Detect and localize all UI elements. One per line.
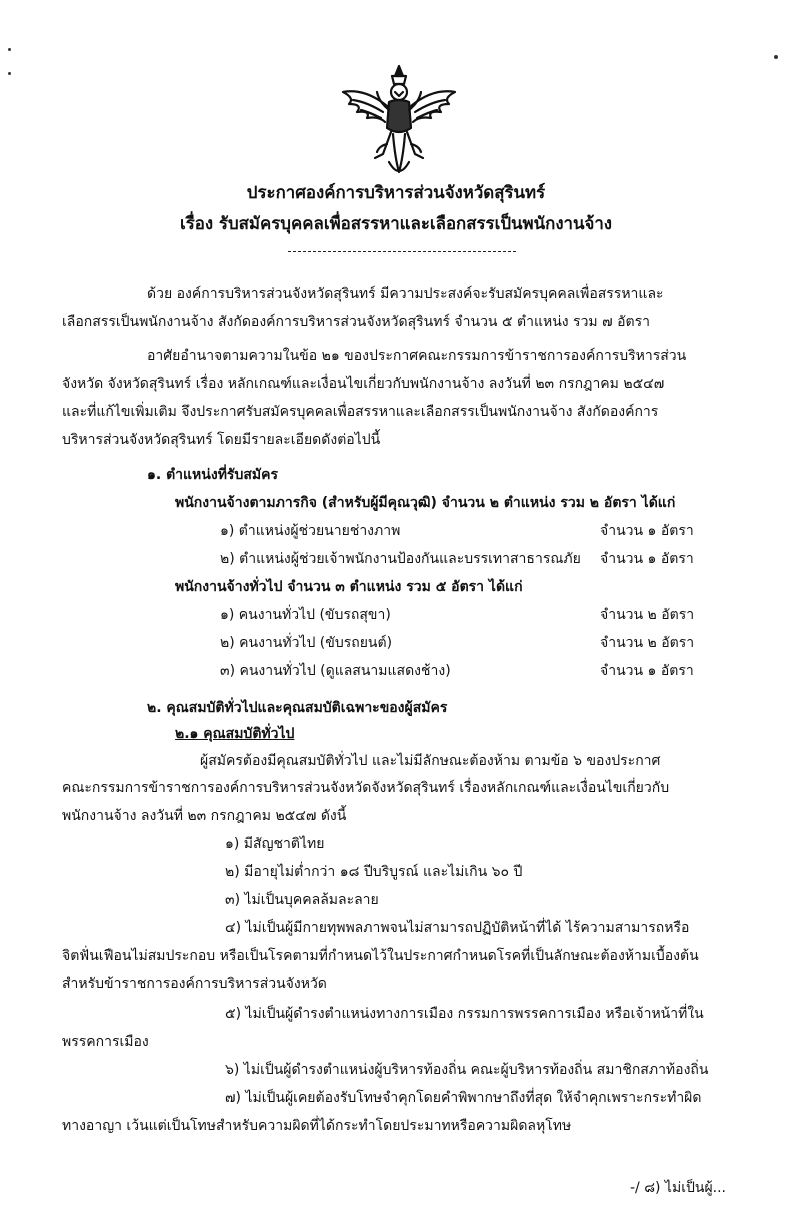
qualification-item-4-line-3: สำหรับข้าราชการองค์การบริหารส่วนจังหวัด (62, 976, 327, 992)
position-group-general: พนักงานจ้างทั่วไป จำนวน ๓ ตำแหน่ง รวม ๕ อัตรา ได้แก่ (175, 579, 523, 595)
scan-speck (774, 55, 778, 59)
page-continuation: -/ ๘) ไม่เป็นผู้... (630, 1180, 726, 1196)
qualification-item-3: ๓) ไม่เป็นบุคคลล้มละลาย (225, 892, 379, 908)
qualification-item-1: ๑) มีสัญชาติไทย (225, 836, 325, 852)
position-item-count: จำนวน ๒ อัตรา (600, 607, 695, 623)
intro-paragraph-2-line-2: จังหวัด จังหวัดสุรินทร์ เรื่อง หลักเกณฑ์และเงื่อนไขเกี่ยวกับพนักงานจ้าง ลงวันที่ ๒๓ กรกฎาคม ๒๕๔๗ (62, 376, 665, 392)
section-1-heading: ๑. ตำแหน่งที่รับสมัคร (147, 467, 278, 483)
document-subject: เรื่อง รับสมัครบุคคลเพื่อสรรหาและเลือกสรรเป็นพนักงานจ้าง (179, 214, 613, 234)
qualification-paragraph-line-3: พนักงานจ้าง ลงวันที่ ๒๓ กรกฎาคม ๒๕๔๗ ดังนี้ (62, 808, 347, 824)
qualification-item-4-line-1: ๔) ไม่เป็นผู้มีกายทุพพลภาพจนไม่สามารถปฏิบัติหน้าที่ได้ ไร้ความสามารถหรือ (225, 920, 690, 936)
qualification-item-7-line-2: ทางอาญา เว้นแต่เป็นโทษสำหรับความผิดที่ได้กระทำโดยประมาทหรือความผิดลหุโทษ (62, 1118, 572, 1134)
qualification-item-6: ๖) ไม่เป็นผู้ดำรงตำแหน่งผู้บริหารท้องถิ่น คณะผู้บริหารท้องถิ่น สมาชิกสภาท้องถิ่น (225, 1062, 709, 1078)
qualification-paragraph-line-1: ผู้สมัครต้องมีคุณสมบัติทั่วไป และไม่มีลักษณะต้องห้าม ตามข้อ ๖ ของประกาศ (200, 753, 661, 769)
qualification-paragraph-line-2: คณะกรรมการข้าราชการองค์การบริหารส่วนจังหวัดจังหวัดสุรินทร์ เรื่องหลักเกณฑ์และเงื่อนไขเกี่ยวกับ (62, 780, 670, 796)
intro-paragraph-1-line-2: เลือกสรรเป็นพนักงานจ้าง สังกัดองค์การบริหารส่วนจังหวัดสุรินทร์ จำนวน ๕ ตำแหน่ง รวม ๗ อัตรา (62, 314, 650, 330)
intro-paragraph-2-line-1: อาศัยอำนาจตามความในข้อ ๒๑ ของประกาศคณะกรรมการข้าราชการองค์การบริหารส่วน (147, 348, 687, 364)
qualification-item-2: ๒) มีอายุไม่ต่ำกว่า ๑๘ ปีบริบูรณ์ และไม่เกิน ๖๐ ปี (225, 864, 523, 880)
position-group-mission: พนักงานจ้างตามภารกิจ (สำหรับผู้มีคุณวุฒิ) จำนวน ๒ ตำแหน่ง รวม ๒ อัตรา ได้แก่ (175, 495, 676, 511)
document-title: ประกาศองค์การบริหารส่วนจังหวัดสุรินทร์ (246, 183, 546, 203)
intro-paragraph-2-line-3: และที่แก้ไขเพิ่มเติม จึงประกาศรับสมัครบุคคลเพื่อสรรหาและเลือกสรรเป็นพนักงานจ้าง สังกัดองค์การ (62, 404, 659, 420)
position-item-count: จำนวน ๑ อัตรา (600, 551, 694, 567)
position-item-name: ๓) คนงานทั่วไป (ดูแลสนามแสดงช้าง) (220, 663, 451, 679)
position-item-name: ๒) ตำแหน่งผู้ช่วยเจ้าพนักงานป้องกันและบรรเทาสาธารณภัย (220, 551, 581, 567)
position-item-count: จำนวน ๑ อัตรา (600, 523, 694, 539)
position-item-name: ๑) คนงานทั่วไป (ขับรถสุขา) (220, 607, 391, 623)
intro-paragraph-1-line-1: ด้วย องค์การบริหารส่วนจังหวัดสุรินทร์ มีความประสงค์จะรับสมัครบุคคลเพื่อสรรหาและ (147, 286, 664, 302)
scan-speck (8, 48, 11, 51)
qualification-item-5-line-2: พรรคการเมือง (62, 1034, 149, 1050)
qualification-item-5-line-1: ๕) ไม่เป็นผู้ดำรงตำแหน่งทางการเมือง กรรมการพรรคการเมือง หรือเจ้าหน้าที่ใน (225, 1006, 704, 1022)
title-separator (288, 251, 516, 252)
scan-speck (8, 72, 11, 75)
qualification-item-4-line-2: จิตฟั่นเฟือนไม่สมประกอบ หรือเป็นโรคตามที่กำหนดไว้ในประกาศกำหนดโรคที่เป็นลักษณะต้องห้ามเบื้องต้น (62, 948, 699, 964)
position-item-count: จำนวน ๑ อัตรา (600, 663, 694, 679)
position-item-count: จำนวน ๒ อัตรา (600, 635, 695, 651)
position-item-name: ๒) คนงานทั่วไป (ขับรถยนต์) (220, 635, 393, 651)
section-2-1-subheading: ๒.๑ คุณสมบัติทั่วไป (175, 726, 295, 742)
qualification-item-7-line-1: ๗) ไม่เป็นผู้เคยต้องรับโทษจำคุกโดยคำพิพากษาถึงที่สุด ให้จำคุกเพราะกระทำผิด (225, 1090, 702, 1106)
section-2-heading: ๒. คุณสมบัติทั่วไปและคุณสมบัติเฉพาะของผู้สมัคร (147, 700, 448, 716)
garuda-emblem-icon (335, 62, 463, 180)
position-item-name: ๑) ตำแหน่งผู้ช่วยนายช่างภาพ (220, 523, 401, 539)
intro-paragraph-2-line-4: บริหารส่วนจังหวัดสุรินทร์ โดยมีรายละเอียดดังต่อไปนี้ (62, 432, 381, 448)
